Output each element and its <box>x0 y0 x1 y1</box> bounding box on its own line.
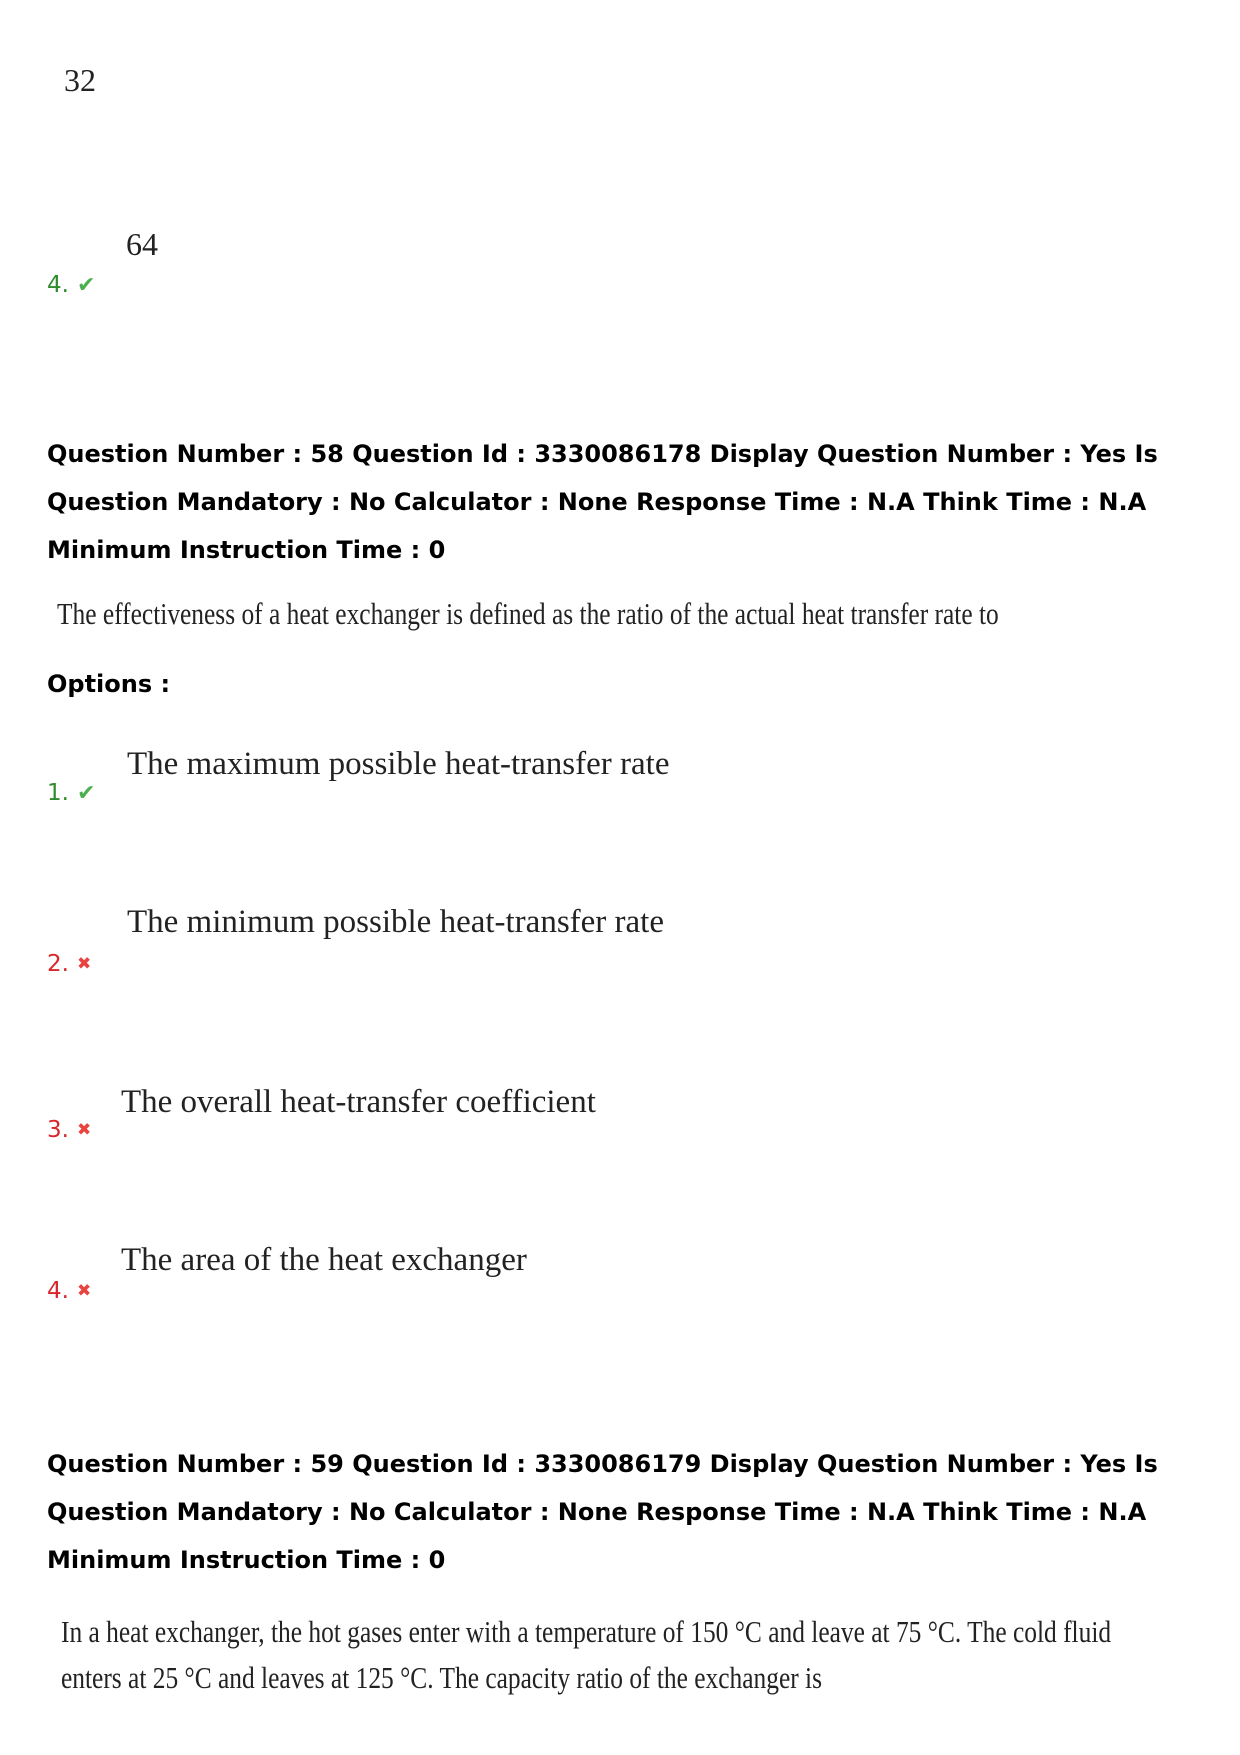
cross-icon: ✖ <box>76 1120 92 1140</box>
prev-option-4-marker <box>47 272 95 298</box>
option-1-marker <box>47 780 95 806</box>
option-2-marker <box>47 951 91 977</box>
option-1-text: The maximum possible heat-transfer rate <box>127 746 670 782</box>
option-4-text: The area of the heat exchanger <box>121 1242 527 1278</box>
option-2-text: The minimum possible heat-transfer rate <box>127 904 664 940</box>
check-icon: ✔ <box>76 272 96 298</box>
option-number: 4. <box>47 1278 69 1304</box>
question-59-text-line-1: In a heat exchanger, the hot gases enter with a temperature of 150 °C and leave at 75 °C. The cold fluid <box>61 1614 1112 1649</box>
option-number: 3. <box>47 1117 69 1143</box>
cross-icon: ✖ <box>76 1281 92 1301</box>
options-label: Options : <box>47 670 171 698</box>
question-58-text: The effectiveness of a heat exchanger is defined as the ratio of the actual heat transfer rate to <box>57 596 999 631</box>
prev-option-3-text: 32 <box>64 62 96 98</box>
option-3-text: The overall heat-transfer coefficient <box>121 1084 596 1120</box>
check-icon: ✔ <box>76 780 96 806</box>
question-58-meta: Question Number : 58 Question Id : 3330086178 Display Question Number : Yes Is Question Mandatory : No Calculator : None Response Time : N.A Think Time : N.A Minimum Instruction Time : 0 <box>47 440 1158 564</box>
option-number: 4. <box>47 272 69 298</box>
question-59-text-line-2: enters at 25 °C and leaves at 125 °C. The capacity ratio of the exchanger is <box>61 1660 823 1695</box>
option-3-marker <box>47 1117 91 1143</box>
option-4-marker <box>47 1278 91 1304</box>
prev-option-4-text: 64 <box>126 226 158 262</box>
option-number: 2. <box>47 951 69 977</box>
cross-icon: ✖ <box>76 954 92 974</box>
option-number: 1. <box>47 780 69 806</box>
question-59-meta: Question Number : 59 Question Id : 3330086179 Display Question Number : Yes Is Question Mandatory : No Calculator : None Response Time : N.A Think Time : N.A Minimum Instruction Time : 0 <box>47 1450 1158 1574</box>
